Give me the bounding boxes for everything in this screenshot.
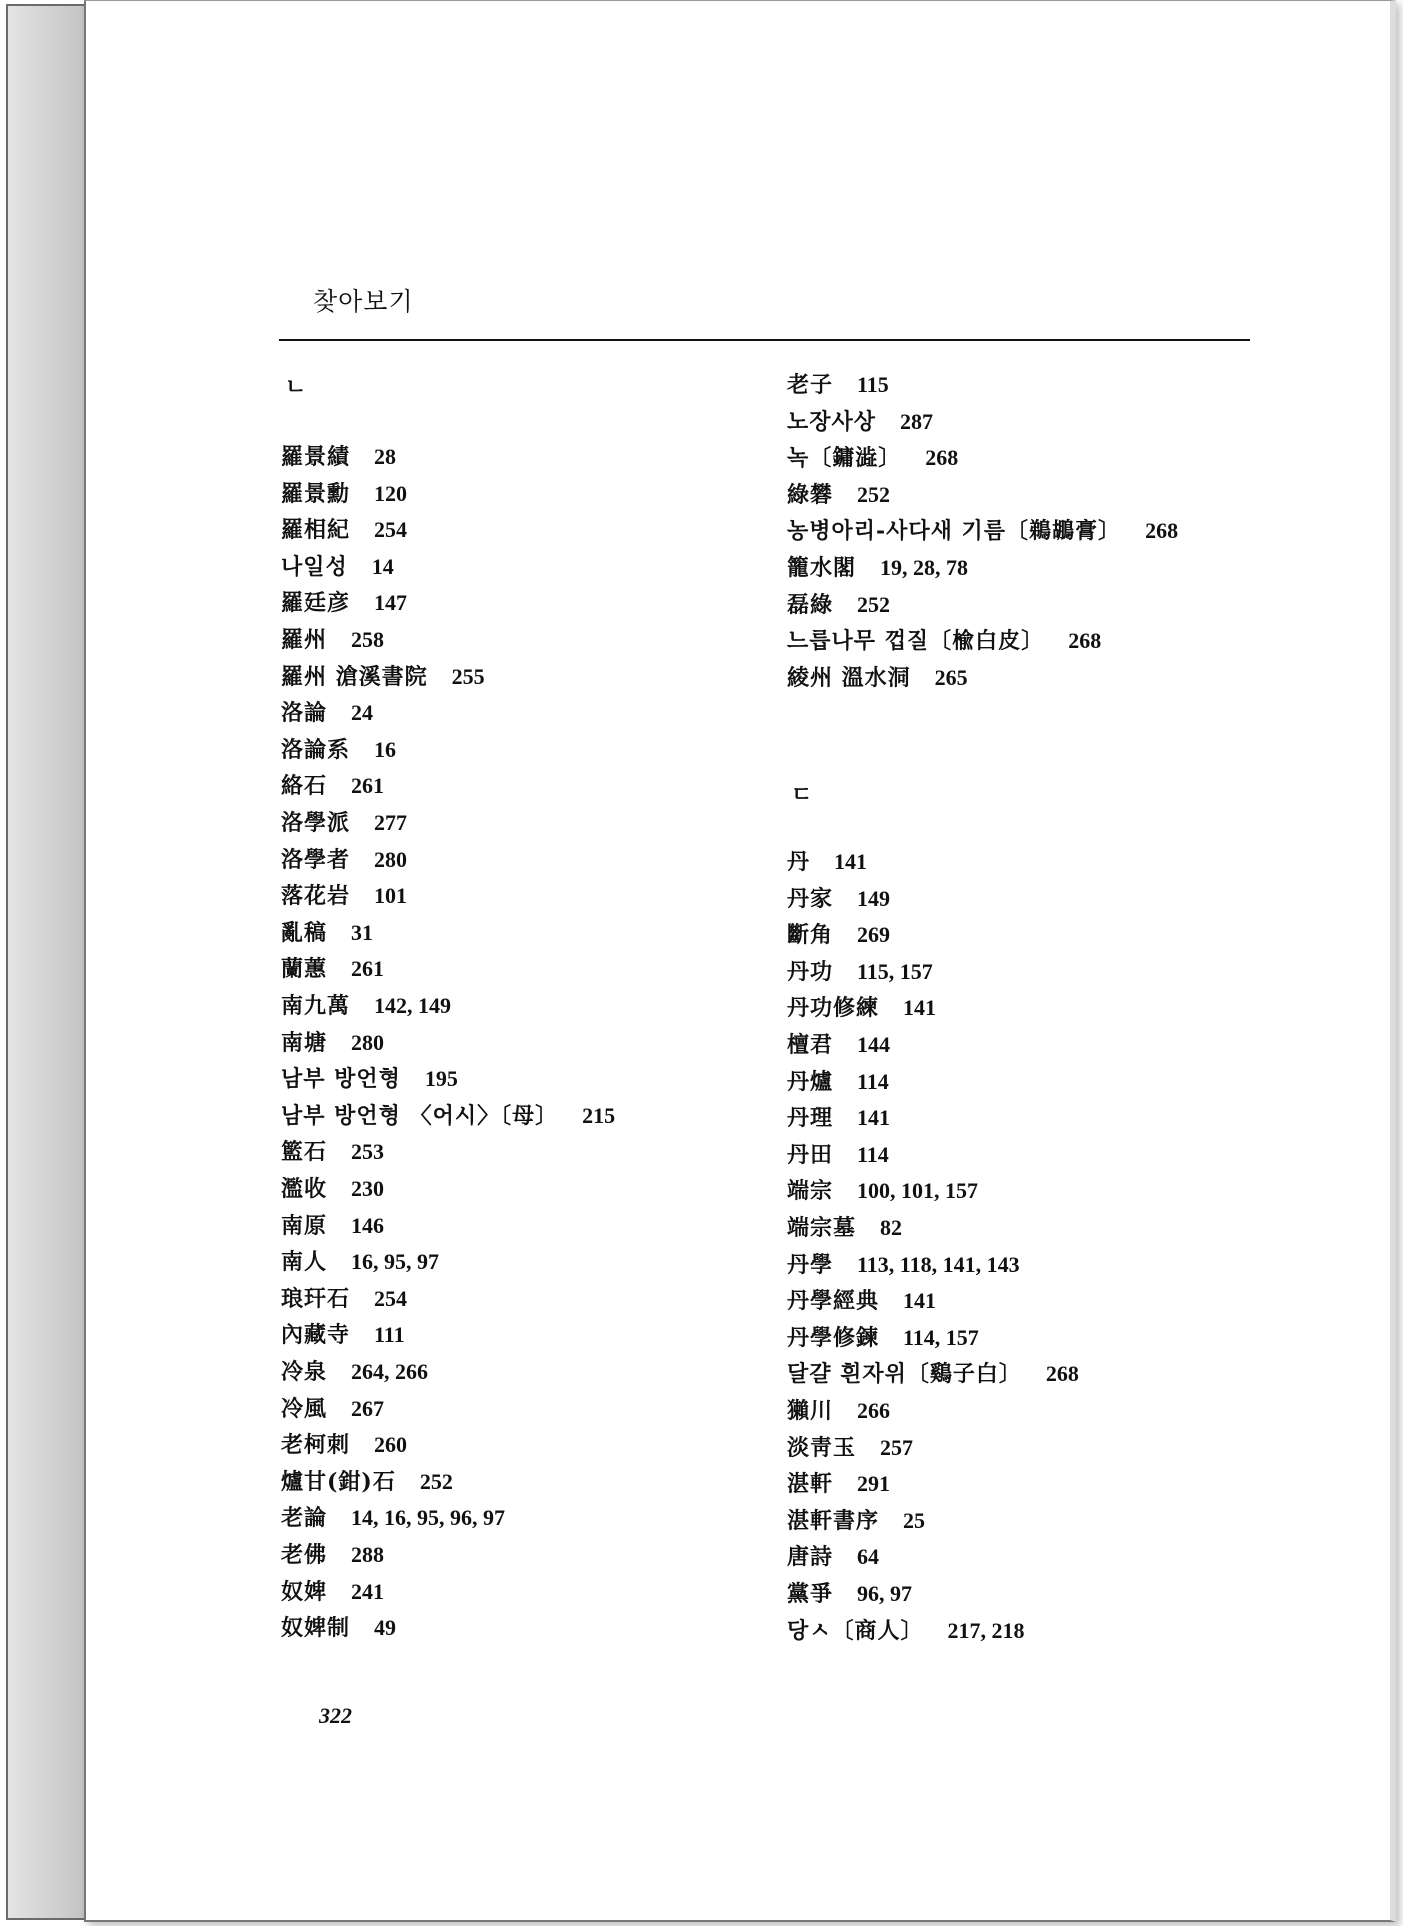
section-letter-digeut: ㄷ: [791, 783, 813, 808]
index-page-refs: 16, 95, 97: [351, 1249, 440, 1275]
index-term: 南九萬: [281, 993, 351, 1019]
index-entry: [281, 1394, 384, 1424]
index-page-refs: 14: [371, 553, 394, 579]
index-entry: [787, 1359, 1079, 1389]
index-page-refs: 114: [857, 1141, 889, 1167]
index-entry: [787, 1213, 902, 1243]
index-term: 노장사상: [787, 408, 877, 435]
index-entry: [281, 698, 373, 728]
index-page-refs: 141: [903, 995, 937, 1021]
index-term: 端宗墓: [787, 1215, 857, 1241]
index-page-refs: 266: [857, 1398, 891, 1423]
index-page-refs: 64: [857, 1544, 880, 1570]
section-letter-nieun: ㄴ: [285, 375, 307, 400]
index-term: 丹理: [787, 1105, 834, 1132]
index-entry: [281, 662, 485, 692]
index-entry: [787, 1030, 890, 1060]
index-entry: [281, 735, 396, 765]
index-page-refs: 146: [351, 1212, 385, 1238]
index-entry: [281, 954, 384, 984]
index-entry: [281, 1430, 407, 1460]
index-page-refs: 287: [900, 408, 934, 434]
index-page-refs: 241: [351, 1578, 385, 1604]
index-entry: [787, 443, 958, 473]
index-term: 斷角: [787, 922, 834, 949]
index-entry: [281, 808, 407, 838]
index-term: 湛軒書序: [787, 1507, 880, 1534]
title-rule: [279, 339, 1250, 341]
index-term: 檀君: [787, 1032, 834, 1058]
index-page-refs: 16: [374, 736, 397, 762]
index-entry: [787, 1103, 890, 1133]
index-term: 나일성: [281, 553, 348, 580]
index-page-refs: 114, 157: [903, 1324, 979, 1350]
index-entry: [787, 553, 968, 583]
index-page-refs: 255: [451, 663, 485, 689]
index-entry: [787, 663, 968, 693]
index-entry: [787, 1286, 936, 1316]
index-page-refs: 252: [419, 1468, 453, 1494]
index-page-refs: 28: [374, 444, 397, 469]
index-entry: [281, 918, 373, 948]
index-term: 洛論: [281, 700, 328, 727]
index-entry: [281, 1028, 384, 1058]
index-page-refs: 82: [880, 1215, 903, 1240]
index-term: 老論: [281, 1505, 328, 1532]
index-entry: [787, 920, 890, 950]
index-entry: [281, 1137, 384, 1167]
index-term: 느릅나무 껍질〔楡白皮〕: [787, 628, 1045, 655]
book-spine: [6, 4, 86, 1920]
index-term: 獺川: [787, 1398, 834, 1424]
index-page-refs: 120: [374, 480, 408, 506]
index-page-refs: 277: [374, 810, 408, 835]
index-page-refs: 267: [351, 1395, 385, 1421]
index-term: 亂稿: [281, 919, 328, 946]
index-term: 磊綠: [787, 591, 834, 618]
index-term: 湛軒: [787, 1471, 834, 1498]
index-page-refs: 96, 97: [857, 1581, 913, 1606]
index-page-refs: 217, 218: [947, 1617, 1025, 1643]
index-entry: [787, 626, 1101, 656]
index-entry: [281, 1320, 405, 1350]
index-term: 羅廷彦: [281, 590, 351, 617]
index-entry: [787, 1579, 912, 1609]
index-entry: [787, 957, 933, 987]
index-page-refs: 257: [880, 1434, 914, 1460]
index-page-refs: 14, 16, 95, 96, 97: [351, 1505, 506, 1531]
index-page-refs: 115: [857, 372, 889, 397]
index-page-refs: 291: [857, 1471, 891, 1497]
index-page-refs: 195: [424, 1066, 458, 1092]
index-term: 羅相紀: [281, 517, 351, 544]
index-entry: [787, 847, 867, 877]
index-term: 爐甘(鉗)石: [281, 1468, 396, 1495]
index-term: 端宗: [787, 1178, 834, 1205]
index-page-refs: 265: [934, 664, 968, 690]
index-page-refs: 24: [351, 700, 374, 726]
index-entry: [787, 1067, 889, 1097]
index-term: 丹學經典: [787, 1288, 880, 1315]
index-entry: [787, 1506, 925, 1536]
index-page-refs: 114: [857, 1068, 889, 1094]
index-page-refs: 31: [351, 919, 374, 945]
index-page-refs: 19, 28, 78: [880, 555, 969, 580]
index-entry: [281, 1577, 384, 1607]
page-title: 찾아보기: [313, 287, 414, 316]
index-page-refs: 288: [351, 1542, 385, 1567]
index-entry: [787, 993, 936, 1023]
index-term: 濫收: [281, 1176, 328, 1202]
index-entry: [787, 1140, 889, 1170]
index-page-refs: 268: [1145, 518, 1179, 544]
index-entry: [787, 1616, 1025, 1646]
index-term: 籃石: [281, 1139, 328, 1166]
index-entry: [787, 1542, 879, 1572]
index-entry: [281, 1174, 384, 1204]
index-page-refs: 253: [351, 1139, 385, 1165]
index-term: 丹學: [787, 1251, 834, 1278]
index-term: 綾州 溫水洞: [787, 664, 911, 691]
index-term: 남부 방언형 〈어시〉〔母〕: [281, 1102, 559, 1129]
index-term: 黨爭: [787, 1581, 834, 1607]
index-term: 羅州: [281, 627, 328, 653]
index-entry: [281, 588, 407, 618]
index-page-refs: 215: [582, 1102, 616, 1128]
index-term: 丹功修練: [787, 995, 880, 1022]
index-entry: [281, 1467, 453, 1497]
index-entry: [787, 516, 1178, 546]
index-page-refs: 268: [1068, 628, 1102, 654]
index-page-refs: 230: [351, 1176, 385, 1201]
index-term: 冷泉: [281, 1359, 328, 1385]
index-term: 丹爐: [787, 1068, 834, 1095]
index-entry: [281, 1247, 439, 1277]
index-entry: [787, 1433, 913, 1463]
index-entry: [281, 1101, 615, 1131]
index-entry: [281, 1211, 384, 1241]
index-term: 丹家: [787, 885, 834, 912]
index-entry: [281, 1357, 428, 1387]
index-term: 洛學派: [281, 810, 351, 836]
index-term: 녹〔鏞澁〕: [787, 445, 902, 472]
index-page-refs: 261: [351, 773, 385, 799]
index-entry: [281, 479, 407, 509]
index-term: 冷風: [281, 1395, 328, 1422]
index-entry: [281, 881, 407, 911]
index-entry: [281, 442, 396, 472]
index-term: 老佛: [281, 1542, 328, 1568]
index-term: 南原: [281, 1212, 328, 1239]
index-term: 丹學修鍊: [787, 1324, 880, 1351]
index-entry: [281, 1540, 384, 1570]
index-term: 丹田: [787, 1141, 834, 1168]
index-page-refs: 268: [925, 445, 959, 471]
index-entry: [787, 407, 933, 437]
index-page-refs: 49: [374, 1615, 397, 1641]
index-entry: [281, 845, 407, 875]
index-term: 羅景績: [281, 444, 351, 470]
index-entry: [787, 370, 889, 400]
index-term: 南人: [281, 1249, 328, 1276]
index-page-refs: 142, 149: [374, 993, 452, 1018]
index-entry: [787, 1323, 979, 1353]
index-term: 농병아리-사다새 기름〔鵜鶘膏〕: [787, 518, 1122, 545]
index-entry: [281, 1064, 458, 1094]
index-entry: [281, 515, 407, 545]
index-entry: [281, 1284, 407, 1314]
index-term: 奴婢制: [281, 1615, 351, 1642]
index-page-refs: 258: [351, 627, 385, 652]
index-term: 絡石: [281, 773, 328, 800]
index-page-refs: 252: [857, 481, 891, 507]
index-page-refs: 141: [834, 849, 868, 874]
index-page-refs: 115, 157: [857, 958, 933, 984]
index-page-refs: 269: [857, 922, 891, 948]
index-term: 洛論系: [281, 736, 351, 763]
index-entry: [787, 884, 890, 914]
index-term: 달걀 흰자위〔鷄子白〕: [787, 1361, 1022, 1388]
index-term: 南塘: [281, 1029, 328, 1056]
index-page-refs: 141: [857, 1105, 891, 1131]
index-term: 老子: [787, 372, 834, 398]
index-entry: [281, 625, 384, 655]
index-term: 丹功: [787, 958, 834, 985]
index-entry: [787, 1176, 978, 1206]
index-entry: [787, 590, 890, 620]
index-page-refs: 264, 266: [351, 1359, 429, 1384]
index-entry: [281, 1503, 505, 1533]
page-number: 322: [319, 1703, 352, 1728]
index-page-refs: 144: [857, 1032, 891, 1057]
index-page-refs: 280: [351, 1029, 385, 1055]
index-page-refs: 260: [374, 1432, 408, 1458]
index-page-refs: 149: [857, 885, 891, 911]
index-term: 淡靑玉: [787, 1434, 857, 1461]
index-entry: [787, 480, 890, 510]
index-page-refs: 252: [857, 591, 891, 617]
index-term: 奴婢: [281, 1578, 328, 1605]
index-entry: [787, 1250, 1020, 1280]
index-entry: [281, 552, 394, 582]
index-term: 落花岩: [281, 883, 351, 910]
index-page-refs: 113, 118, 141, 143: [857, 1251, 1020, 1277]
index-entry: [281, 771, 384, 801]
index-entry: [787, 1469, 890, 1499]
index-page-refs: 268: [1045, 1361, 1079, 1387]
index-term: 당ㅅ〔商人〕: [787, 1617, 924, 1644]
index-page-refs: 101: [374, 883, 408, 909]
index-page-refs: 141: [903, 1288, 937, 1314]
index-page-refs: 100, 101, 157: [857, 1178, 979, 1204]
index-term: 老柯刺: [281, 1432, 351, 1459]
index-term: 綠礬: [787, 481, 834, 508]
index-term: 丹: [787, 849, 811, 875]
index-page-refs: 111: [374, 1322, 405, 1348]
index-term: 琅玕石: [281, 1285, 351, 1312]
index-page-refs: 280: [374, 846, 408, 872]
index-page-refs: 254: [374, 1285, 408, 1311]
index-term: 蘭蕙: [281, 956, 328, 983]
index-term: 內藏寺: [281, 1322, 351, 1349]
index-entry: [787, 1396, 890, 1426]
index-term: 唐詩: [787, 1544, 834, 1571]
index-page-refs: 261: [351, 956, 385, 982]
index-entry: [281, 991, 451, 1021]
index-entry: [281, 1613, 396, 1643]
index-page-refs: 25: [903, 1507, 926, 1533]
index-page-refs: 254: [374, 517, 408, 543]
index-term: 남부 방언형: [281, 1066, 401, 1093]
index-page-refs: 147: [374, 590, 408, 616]
index-term: 羅景勳: [281, 480, 351, 507]
index-term: 羅州 滄溪書院: [281, 663, 428, 690]
index-term: 籠水閣: [787, 555, 857, 581]
index-term: 洛學者: [281, 846, 351, 873]
